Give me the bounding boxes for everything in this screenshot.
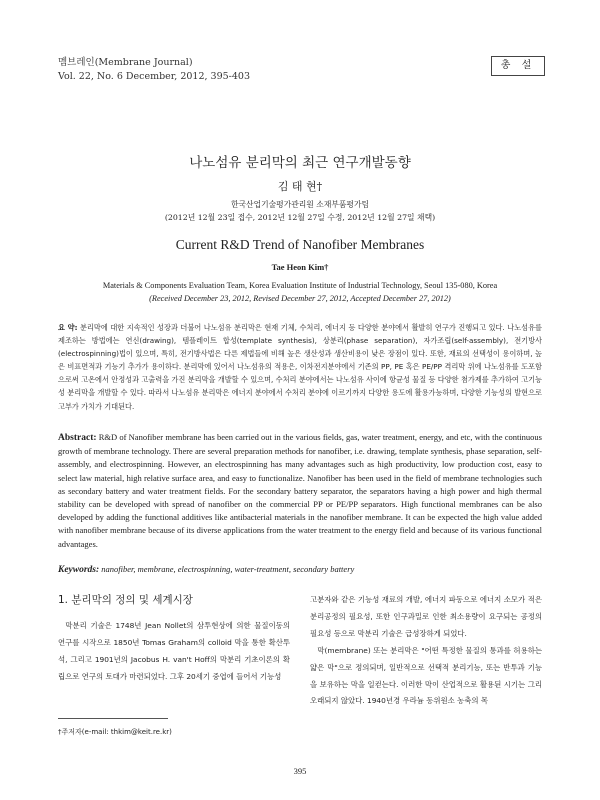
right-column	[310, 592, 542, 710]
footnote-divider	[58, 718, 168, 719]
article-type-badge: 총 설	[491, 56, 545, 76]
footnote: †주저자(e-mail: thkim@keit.re.kr)	[58, 728, 172, 736]
journal-info	[58, 56, 250, 84]
korean-abstract	[58, 321, 542, 413]
body-paragraph: 고분자와 같은 기능성 재료의 개발, 에너지 파동으로 에너지 소모가 적은 분리공정의 필요성, 또한 인구과밀로 인한 최소용량이 요구되는 공정의 필요성 등으로 막분리 기술은 급성장하게 되었다.	[310, 595, 542, 638]
section-heading: 1. 분리막의 정의 및 세계시장	[58, 594, 193, 606]
korean-affiliation: 한국산업기술평가관리원 소재부품평가팀	[230, 200, 370, 209]
english-abstract	[58, 431, 542, 551]
english-abstract-text: R&D of Nanofiber membrane has been carried out in the various fields, gas, water treatment, energy, and etc, with the continuous growth of membrane technology. There are several preparation methods for nanofiber, i.e. drawing, template synthesis, phase separation, self-assembly, and electrospinning. However, an electrospinning has many advantages such as high productivity, low production cost, easy to select law material, high relative surface area, and easy to functionalize. Nanofiber has been used in the field of membrane technologies such as secondary battery and water treatment fields. For the secondary battery separator, the separators having a high power and high thermal stability can be developed with spread of nanofiber on the commercial PP or PE/PP separators. High functional membranes can be also developed by adding the functional additives like antibacterial materials in the nanofiber membrane. It can be expected the high value added with nanofiber membrane because of its diverse applications from the water treatment to the energy field and because of its various functional advantages.	[58, 432, 542, 549]
korean-abstract-label: 요 약:	[58, 323, 78, 332]
korean-author: 김 태 현†	[277, 180, 323, 193]
left-column	[58, 592, 290, 686]
keywords	[58, 564, 542, 575]
keywords-text: nanofiber, membrane, electrospinning, water-treatment, secondary battery	[101, 564, 355, 574]
korean-title: 나노섬유 분리막의 최근 연구개발동향	[189, 155, 411, 171]
page-number: 395	[293, 766, 307, 776]
body-paragraph: 막(membrane) 또는 분리막은 "어떤 특정한 물질의 통과를 허용하는 얇은 막"으로 정의되며, 일반적으로 선택적 분리기능, 또는 반투과 기능을 보유하는 막을 일컫는다. 이러한 막이 산업적으로 활용된 시기는 그리 오래되지 않았다. 1940년경 우라늄 동위원소 농축의 목	[310, 645, 542, 706]
korean-abstract-text: 분리막에 대한 지속적인 성장과 더불어 나노섬유 분리막은 현재 기체, 수처리, 에너지 등 다양한 분야에서 활발히 연구가 진행되고 있다. 나노섬유를 제조하는 방법에는 연신(drawing), 템플레이트 합성(template synthesis), 상분리(phase separation), 자가조립(self-assembly), 전기방사(electrospinning)법이 있으며, 특히, 전기방사법은 다른 제법들에 비해 높은 생산성과 생산비용이 낮은 장점이 있다. 또한, 재료의 선택성이 용이하며, 높은 비표면적과 기능기 추가가 용이하다. 분리막에 있어서 나노섬유의 적용은, 이차전지분야에서 기존의 PP, PE 혹은 PE/PP 격리막 위에 나노섬유를 도포함으로써 고온에서 안정성과 고출력을 가진 분리막을 개발할 수 있으며, 수처리 분야에서는 나노섬유 사이에 항균성 물질 등 다양한 첨가제를 추가하여 고기능성 분리막을 개발할 수 있다. 따라서 나노섬유 분리막은 에너지 분야에서 수처리 분야에 이르기까지 다양한 용도에 활용가능하며, 다양한 기능성의 발현으로 고부가 가치가 기대된다.	[58, 323, 542, 411]
body-paragraph: 막분리 기술은 1748년 Jean Nollet의 삼투현상에 의한 물질이동의 연구를 시작으로 1850년 Tomas Graham의 colloid 막을 통한 확산투석, 그리고 1901년의 Jacobus H. van't Hoff의 막분리 기초이론의 확립으로 연구의 토대가 마련되었다. 그후 20세기 중엽에 들어서 기능성	[58, 621, 290, 681]
english-affiliation: Materials & Components Evaluation Team, Korea Evaluation Institute of Industrial Technology, Seoul 135-080, Korea	[102, 281, 498, 290]
english-title: Current R&D Trend of Nanofiber Membranes	[175, 237, 425, 252]
korean-dates: (2012년 12월 23일 접수, 2012년 12월 27일 수정, 2012년 12월 27일 채택)	[164, 213, 436, 222]
english-author: Tae Heon Kim†	[271, 262, 329, 272]
journal-volume: Vol. 22, No. 6 December, 2012, 395-403	[58, 71, 251, 82]
journal-name: 멤브레인(Membrane Journal)	[58, 57, 193, 68]
keywords-label: Keywords:	[58, 565, 100, 575]
english-abstract-label: Abstract:	[58, 433, 97, 443]
english-dates: (Received December 23, 2012, Revised December 27, 2012, Accepted December 27, 2012)	[149, 294, 451, 303]
